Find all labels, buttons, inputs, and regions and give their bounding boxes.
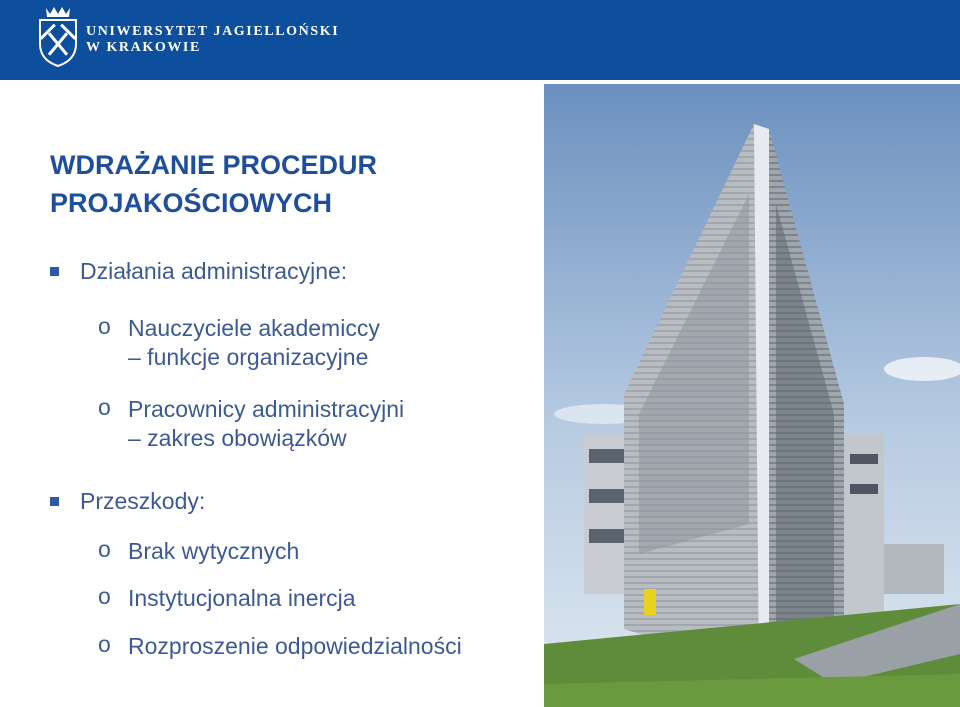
circle-bullet-icon: o bbox=[98, 536, 111, 562]
list-item-line1: Nauczyciele akademiccy bbox=[128, 315, 380, 341]
slide-title bbox=[50, 146, 490, 222]
list-item-line1: Brak wytycznych bbox=[128, 538, 300, 564]
section-label: Działania administracyjne: bbox=[80, 258, 348, 284]
building-photo bbox=[544, 84, 960, 707]
circle-bullet-icon: o bbox=[98, 394, 111, 420]
header-bar bbox=[0, 0, 960, 80]
list-item-line1: Instytucjonalna inercja bbox=[128, 585, 356, 611]
section-label: Przeszkody: bbox=[80, 488, 206, 514]
square-bullet-icon bbox=[50, 267, 59, 276]
circle-bullet-icon: o bbox=[98, 583, 111, 609]
list-item-line1: Pracownicy administracyjni bbox=[128, 396, 405, 422]
list-item-line2: – zakres obowiązków bbox=[128, 425, 347, 451]
list-item-line1: Rozproszenie odpowiedzialności bbox=[128, 633, 462, 659]
slide-title-line1: WDRAŻANIE PROCEDUR bbox=[50, 150, 377, 180]
university-crest-icon bbox=[36, 4, 80, 68]
square-bullet-icon bbox=[50, 497, 59, 506]
list-item-line2: – funkcje organizacyjne bbox=[128, 344, 369, 370]
circle-bullet-icon: o bbox=[98, 313, 111, 339]
university-name-line1: UNIWERSYTET JAGIELLOŃSKI bbox=[86, 24, 340, 39]
university-name bbox=[86, 24, 339, 56]
university-name-line2: W KRAKOWIE bbox=[86, 40, 201, 55]
circle-bullet-icon: o bbox=[98, 631, 111, 657]
slide-title-line2: PROJAKOŚCIOWYCH bbox=[50, 188, 333, 218]
